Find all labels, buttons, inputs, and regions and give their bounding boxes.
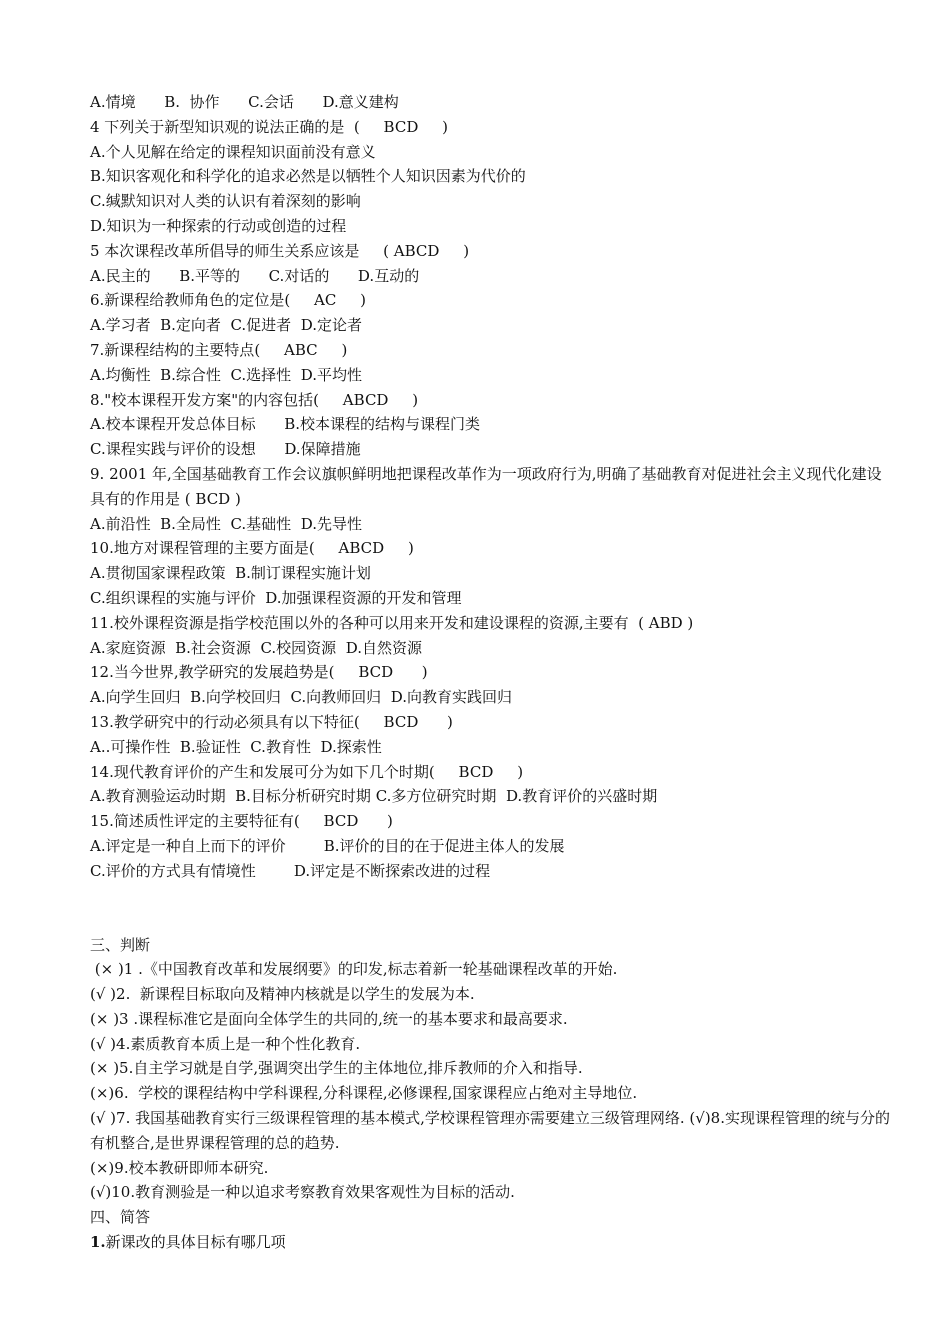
question-9: 9. 2001 年,全国基础教育工作会议旗帜鲜明地把课程改革作为一项政府行为,明确了基础教育对促进社会主义现代化建设具有的作用是 ( BCD ) bbox=[90, 464, 882, 508]
question-line: A.评定是一种自上而下的评价 B.评价的目的在于促进主体人的发展 bbox=[90, 836, 565, 855]
judgement-section-part1 bbox=[90, 957, 890, 1106]
question-line: A.个人见解在给定的课程知识面前没有意义 bbox=[90, 142, 376, 161]
section-heading-judgement: 三、判断 bbox=[90, 935, 151, 954]
question-line: A.向学生回归 B.向学校回归 C.向教师回归 D.向教育实践回归 bbox=[90, 688, 512, 707]
question-line: 7.新课程结构的主要特点( ABC ) bbox=[90, 340, 348, 359]
question-line: C.缄默知识对人类的认识有着深刻的影响 bbox=[90, 192, 361, 211]
question-text: 新课改的具体目标有哪几项 bbox=[105, 1233, 286, 1252]
question-line: A.学习者 B.定向者 C.促进者 D.定论者 bbox=[90, 316, 362, 335]
judgement-section-part2 bbox=[90, 1156, 890, 1206]
judgement-line: (√ )4.素质教育本质上是一种个性化教育. bbox=[90, 1034, 361, 1053]
question-line: 15.简述质性评定的主要特征有( BCD ) bbox=[90, 812, 393, 831]
judgement-line: (×)9.校本教研即师本研究. bbox=[90, 1158, 269, 1177]
multiple-choice-section-part1 bbox=[90, 90, 890, 462]
question-line: C.课程实践与评价的设想 D.保障措施 bbox=[90, 440, 361, 459]
question-line: 12.当今世界,教学研究的发展趋势是( BCD ) bbox=[90, 663, 428, 682]
question-line: A.均衡性 B.综合性 C.选择性 D.平均性 bbox=[90, 365, 362, 384]
judgement-line: (×)6. 学校的课程结构中学科课程,分科课程,必修课程,国家课程应占绝对主导地位. bbox=[90, 1084, 638, 1103]
question-line: A.情境 B. 协作 C.会话 D.意义建构 bbox=[90, 93, 399, 111]
section-spacer bbox=[90, 884, 890, 933]
question-line: C.组织课程的实施与评价 D.加强课程资源的开发和管理 bbox=[90, 588, 462, 607]
judgement-item-7-8: (√ )7. 我国基础教育实行三级课程管理的基本模式,学校课程管理亦需要建立三级管理网络. (√)8.实现课程管理的统与分的有机整合,是世界课程管理的总的趋势. bbox=[90, 1109, 890, 1152]
question-line: 13.教学研究中的行动必须具有以下特征( BCD ) bbox=[90, 712, 453, 731]
question-line: C.评价的方式具有情境性 D.评定是不断探索改进的过程 bbox=[90, 861, 491, 880]
question-line: 14.现代教育评价的产生和发展可分为如下几个时期( BCD ) bbox=[90, 762, 524, 781]
question-line: A.校本课程开发总体目标 B.校本课程的结构与课程门类 bbox=[90, 415, 481, 434]
judgement-line: (× )3 .课程标准它是面向全体学生的共同的,统一的基本要求和最高要求. bbox=[90, 1009, 568, 1028]
question-line: 10.地方对课程管理的主要方面是( ABCD ) bbox=[90, 539, 414, 558]
question-line: A.民主的 B.平等的 C.对话的 D.互动的 bbox=[90, 266, 420, 285]
question-line: A.前沿性 B.全局性 C.基础性 D.先导性 bbox=[90, 514, 362, 533]
judgement-line: (√ )2. 新课程目标取向及精神内核就是以学生的发展为本. bbox=[90, 985, 475, 1004]
question-line: A..可操作性 B.验证性 C.教育性 D.探索性 bbox=[90, 737, 382, 756]
multiple-choice-section-part2 bbox=[90, 512, 890, 884]
question-line: 4 下列关于新型知识观的说法正确的是 ( BCD ) bbox=[90, 117, 449, 136]
question-line: 5 本次课程改革所倡导的师生关系应该是 ( ABCD ) bbox=[90, 241, 470, 260]
judgement-line: (× )5.自主学习就是自学,强调突出学生的主体地位,排斥教师的介入和指导. bbox=[90, 1059, 583, 1078]
question-line: A.贯彻国家课程政策 B.制订课程实施计划 bbox=[90, 564, 371, 583]
judgement-line: (× )1 .《中国教育改革和发展纲要》的印发,标志着新一轮基础课程改革的开始. bbox=[90, 960, 618, 979]
question-line: D.知识为一种探索的行动或创造的过程 bbox=[90, 216, 347, 235]
document-page bbox=[90, 90, 890, 1255]
question-number: 1. bbox=[90, 1233, 106, 1252]
short-answer-question-1 bbox=[90, 1230, 890, 1255]
question-line: 6.新课程给教师角色的定位是( AC ) bbox=[90, 291, 367, 310]
question-line: 8."校本课程开发方案"的内容包括( ABCD ) bbox=[90, 390, 419, 409]
question-line: A.教育测验运动时期 B.目标分析研究时期 C.多方位研究时期 D.教育评价的兴盛时期 bbox=[90, 787, 658, 806]
question-line: B.知识客观化和科学化的追求必然是以牺牲个人知识因素为代价的 bbox=[90, 167, 526, 186]
judgement-line: (√)10.教育测验是一种以追求考察教育效果客观性为目标的活动. bbox=[90, 1183, 515, 1202]
question-line: A.家庭资源 B.社会资源 C.校园资源 D.自然资源 bbox=[90, 638, 422, 657]
section-heading-short-answer: 四、简答 bbox=[90, 1208, 151, 1227]
question-line: 11.校外课程资源是指学校范围以外的各种可以用来开发和建设课程的资源,主要有 ( ABD ) bbox=[90, 613, 694, 632]
